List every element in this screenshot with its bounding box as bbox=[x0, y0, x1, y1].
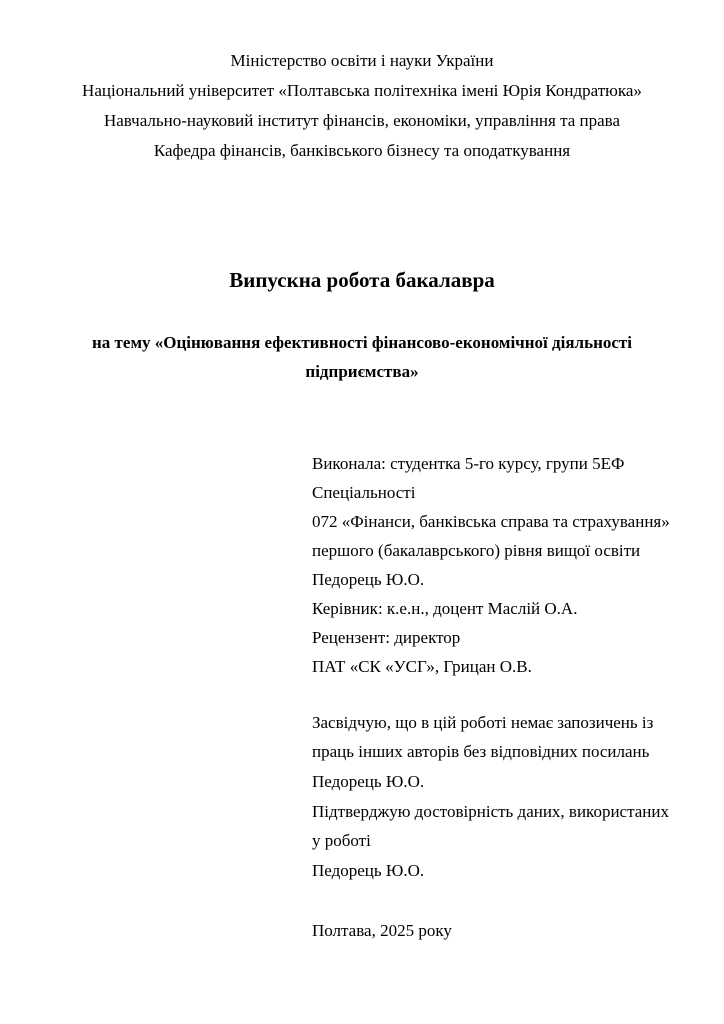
document-title: Випускна робота бакалавра bbox=[229, 268, 495, 292]
declaration-line-4: у роботі bbox=[312, 831, 371, 850]
ministry-line: Міністерство освіти і науки України bbox=[230, 51, 494, 70]
place-year: Полтава, 2025 року bbox=[312, 921, 452, 940]
reviewer-label: Рецензент: директор bbox=[312, 628, 461, 647]
specialty-label: Спеціальності bbox=[312, 483, 416, 502]
declaration-line-1: Засвідчую, що в цій роботі немає запозичень із bbox=[312, 713, 654, 732]
supervisor-line: Керівник: к.е.н., доцент Маслій О.А. bbox=[312, 599, 578, 618]
declaration-signature-1: Педорець Ю.О. bbox=[312, 772, 425, 791]
theme-line-1: на тему «Оцінювання ефективності фінансово-економічної діяльності bbox=[92, 333, 632, 352]
author-name: Педорець Ю.О. bbox=[312, 570, 425, 589]
declaration-signature-2: Педорець Ю.О. bbox=[312, 861, 425, 880]
declaration-line-3: Підтверджую достовірність даних, використаних bbox=[312, 802, 669, 821]
university-line: Національний університет «Полтавська політехніка імені Юрія Кондратюка» bbox=[82, 81, 642, 100]
department-line: Кафедра фінансів, банківського бізнесу та оподаткування bbox=[153, 141, 571, 160]
declaration-line-2: праць інших авторів без відповідних посилань bbox=[312, 742, 650, 761]
author-line: Виконала: студентка 5-го курсу, групи 5ЕФ bbox=[312, 454, 625, 473]
institute-line: Навчально-науковий інститут фінансів, економіки, управління та права bbox=[103, 111, 621, 130]
theme-line-2: підприємства» bbox=[305, 362, 419, 381]
reviewer-line: ПАТ «СК «УСГ», Грицан О.В. bbox=[312, 657, 532, 676]
specialty-line: 072 «Фінанси, банківська справа та страхування» bbox=[312, 512, 670, 531]
education-level-line: першого (бакалаврського) рівня вищої освіти bbox=[312, 541, 641, 560]
